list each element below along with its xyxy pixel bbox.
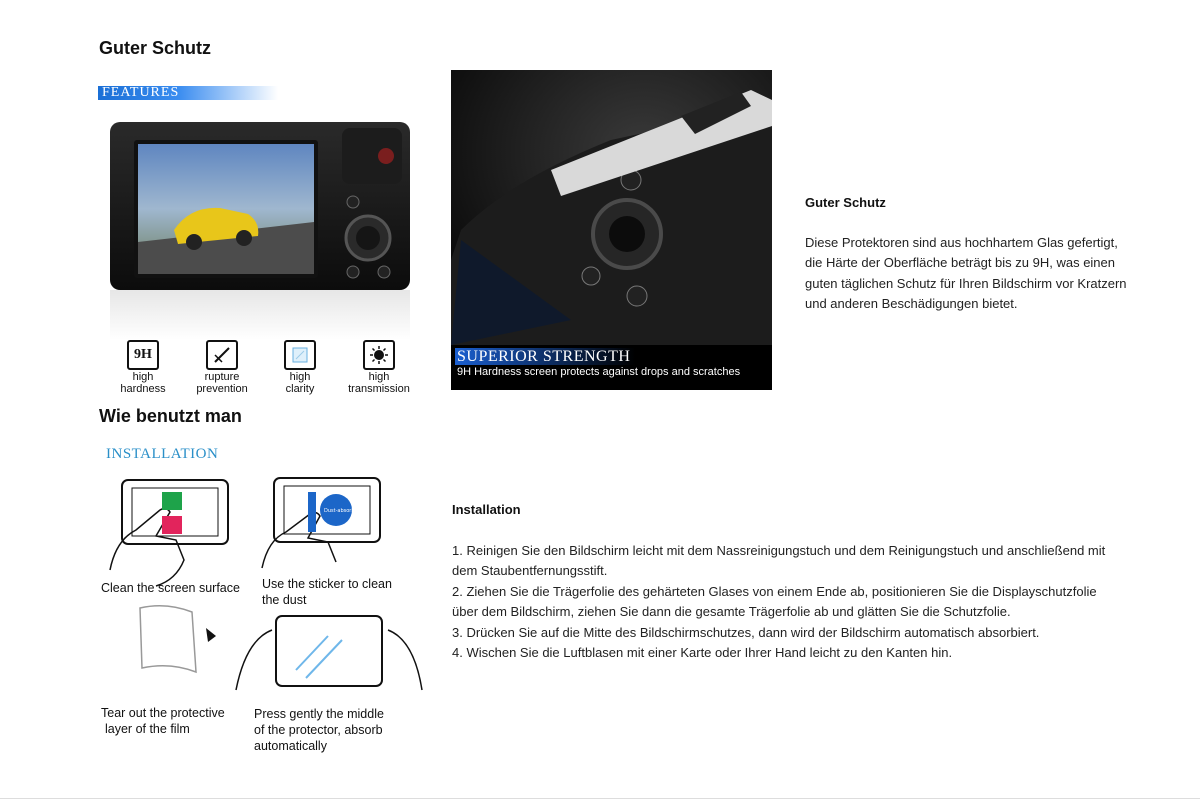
feature-icons-row — [118, 340, 418, 394]
blade-icon — [206, 340, 238, 370]
caption-tear-out-layer — [101, 705, 225, 737]
camera-blade-illustration — [451, 70, 772, 345]
caption-use-sticker — [262, 576, 392, 608]
feature-rupture-prevention — [187, 340, 257, 394]
feature-label: rupture — [204, 371, 240, 383]
caption-line: Press gently the middle — [254, 707, 384, 721]
dust-absorber-sticker-label: Dust-absorber — [324, 508, 360, 514]
caption-line: Use the sticker to clean — [262, 577, 392, 591]
caption-press-gently — [254, 706, 384, 754]
feature-label: high — [132, 371, 154, 383]
features-banner — [98, 86, 278, 100]
9h-icon: 9H — [127, 340, 159, 370]
caption-line: the dust — [262, 593, 307, 607]
section-title-wie-benutzt-man: Wie benutzt man — [99, 406, 242, 426]
feature-label: high — [289, 371, 311, 383]
installation-step: 1. Reinigen Sie den Bildschirm leicht mit dem Nassreinigungstuch und dem Reinigungstuch und anschließend mit dem Staubentfernungsstift. — [452, 543, 1106, 579]
section-title-guter-schutz: Guter Schutz — [99, 38, 212, 58]
feature-high-transmission — [344, 340, 414, 394]
caption-line: automatically — [254, 739, 327, 753]
installation-step: 2. Ziehen Sie die Trägerfolie des gehärteten Glases von einem Ende ab, positionieren Sie die Displayschutzfolie über dem Bildschirm, ziehen Sie dann die gesamte Trägerfolie ab und glätten Sie die Schutzfolie. — [452, 583, 1097, 620]
installation-step: 3. Drücken Sie auf die Mitte des Bildschirmschutzes, dann wird der Bildschirm automatisch absorbiert. — [452, 624, 1040, 640]
caption-line: layer of the film — [105, 722, 190, 736]
feature-high-clarity — [265, 340, 335, 394]
feature-label: hardness — [120, 383, 166, 395]
sun-icon — [363, 340, 395, 370]
installation-heading: Installation — [452, 502, 521, 517]
feature-label: prevention — [196, 383, 248, 395]
superior-strength-title: SUPERIOR STRENGTH — [457, 348, 631, 365]
features-banner-label: FEATURES — [102, 85, 180, 100]
superior-strength-image — [451, 70, 772, 390]
installation-instructions-image — [96, 440, 430, 760]
installation-steps — [452, 541, 1112, 663]
caption-line: of the protector, absorb — [254, 723, 383, 737]
features-product-image — [98, 82, 420, 394]
clarity-icon — [284, 340, 316, 370]
caption-line: Tear out the protective — [101, 706, 225, 720]
feature-label: high — [368, 371, 390, 383]
feature-high-hardness — [108, 340, 178, 394]
camera-front-illustration — [98, 102, 420, 352]
feature-label: transmission — [348, 383, 410, 395]
guter-schutz-heading: Guter Schutz — [805, 195, 886, 210]
installation-image-title: INSTALLATION — [106, 446, 219, 462]
guter-schutz-body: Diese Protektoren sind aus hochhartem Glas gefertigt, die Härte der Oberfläche beträgt bis zu 9H, was einen guten täglichen Schutz für Ihren Bildschirm vor Kratzern und anderen Beschädigungen bietet. — [805, 235, 1127, 312]
caption-clean-screen: Clean the screen surface — [101, 581, 240, 595]
superior-strength-subtitle: 9H Hardness screen protects against drops and scratches — [457, 366, 741, 378]
installation-step: 4. Wischen Sie die Luftblasen mit einer Karte oder Ihrer Hand leicht zu den Kanten hin. — [452, 645, 953, 661]
bottom-divider — [0, 798, 1200, 799]
feature-label: clarity — [285, 383, 315, 395]
